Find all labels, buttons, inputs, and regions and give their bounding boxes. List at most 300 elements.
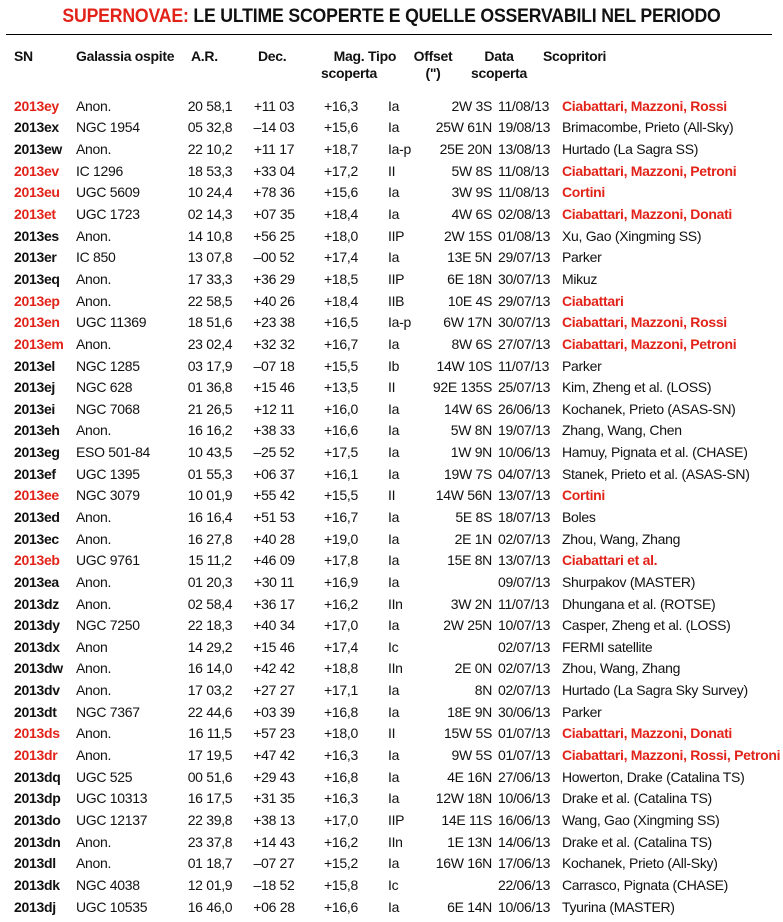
cell-data: 11/07/13 bbox=[498, 595, 550, 612]
cell-offset: 15E 8N bbox=[447, 552, 492, 569]
cell-offset: 5W 8N bbox=[450, 422, 492, 439]
cell-scopritori: Ciabattari, Mazzoni, Rossi, Petroni bbox=[562, 747, 781, 764]
cell-mag: +17,2 bbox=[324, 162, 358, 179]
cell-dec: +32 32 bbox=[253, 335, 295, 352]
header-data-line1: Data bbox=[484, 48, 514, 64]
cell-offset: 15W 5S bbox=[444, 725, 492, 742]
cell-ar: 23 02,4 bbox=[187, 335, 233, 352]
table-row bbox=[0, 679, 783, 701]
cell-tipo: Ia bbox=[388, 335, 400, 352]
cell-dec: –07 18 bbox=[253, 357, 295, 374]
cell-ar: 16 14,0 bbox=[187, 660, 233, 677]
cell-scopritori: Mikuz bbox=[562, 270, 598, 287]
cell-mag: +18,0 bbox=[324, 725, 358, 742]
table-row bbox=[0, 788, 783, 810]
cell-dec: +23 38 bbox=[253, 314, 295, 331]
cell-sn: 2013dn bbox=[14, 833, 61, 850]
cell-dec: +40 26 bbox=[253, 292, 295, 309]
cell-galassia: NGC 4038 bbox=[76, 876, 140, 893]
cell-dec: +12 11 bbox=[253, 400, 295, 417]
cell-data: 27/06/13 bbox=[498, 768, 551, 785]
cell-tipo: II bbox=[388, 379, 396, 396]
cell-sn: 2013eg bbox=[14, 444, 60, 461]
table-row bbox=[0, 506, 783, 528]
cell-galassia: NGC 7250 bbox=[76, 617, 140, 634]
cell-galassia: Anon. bbox=[76, 682, 112, 699]
cell-data: 01/08/13 bbox=[498, 227, 551, 244]
cell-sn: 2013dk bbox=[14, 876, 60, 893]
cell-data: 25/07/13 bbox=[498, 379, 551, 396]
header-mag-line1: Mag. bbox=[333, 48, 365, 64]
cell-ar: 05 32,8 bbox=[187, 119, 233, 136]
cell-offset: 6E 14N bbox=[447, 898, 492, 915]
cell-scopritori: Cortini bbox=[562, 487, 606, 504]
cell-tipo: Ia bbox=[388, 855, 400, 872]
cell-galassia: NGC 1285 bbox=[76, 357, 140, 374]
cell-offset: 25W 61N bbox=[435, 119, 492, 136]
cell-sn: 2013dv bbox=[14, 682, 60, 699]
cell-scopritori: Kochanek, Prieto (All-Sky) bbox=[562, 855, 718, 872]
cell-mag: +16,3 bbox=[324, 747, 358, 764]
cell-galassia: Anon. bbox=[76, 508, 112, 525]
cell-offset: 14E 11S bbox=[441, 811, 492, 828]
cell-galassia: UGC 1395 bbox=[76, 465, 140, 482]
cell-scopritori: Parker bbox=[562, 703, 602, 720]
cell-mag: +15,5 bbox=[324, 487, 358, 504]
cell-offset: 2W 25N bbox=[443, 617, 492, 634]
cell-tipo: Ia bbox=[388, 422, 400, 439]
cell-dec: +51 53 bbox=[253, 508, 295, 525]
cell-ar: 23 37,8 bbox=[187, 833, 233, 850]
cell-data: 10/06/13 bbox=[498, 790, 551, 807]
table-row bbox=[0, 117, 783, 139]
cell-scopritori: FERMI satellite bbox=[562, 638, 653, 655]
cell-ar: 18 53,3 bbox=[187, 162, 233, 179]
cell-offset: 16W 16N bbox=[435, 855, 492, 872]
cell-tipo: IIn bbox=[388, 660, 403, 677]
cell-data: 22/06/13 bbox=[498, 876, 551, 893]
table-row bbox=[0, 95, 783, 117]
cell-galassia: NGC 1954 bbox=[76, 119, 140, 136]
cell-galassia: NGC 7068 bbox=[76, 400, 140, 417]
cell-scopritori: Casper, Zheng et al. (LOSS) bbox=[562, 617, 731, 634]
cell-tipo: Ia bbox=[388, 508, 400, 525]
cell-offset: 4W 6S bbox=[451, 206, 492, 223]
cell-scopritori: Hamuy, Pignata et al. (CHASE) bbox=[562, 444, 748, 461]
cell-scopritori: Ciabattari, Mazzoni, Petroni bbox=[562, 162, 737, 179]
cell-sn: 2013ef bbox=[14, 465, 56, 482]
cell-data: 26/06/13 bbox=[498, 400, 551, 417]
cell-sn: 2013el bbox=[14, 357, 56, 374]
table-row bbox=[0, 355, 783, 377]
cell-tipo: Ia bbox=[388, 617, 400, 634]
cell-galassia: Anon. bbox=[76, 725, 112, 742]
table-row bbox=[0, 593, 783, 615]
cell-galassia: IC 1296 bbox=[76, 162, 123, 179]
cell-ar: 17 33,3 bbox=[187, 270, 233, 287]
cell-sn: 2013dj bbox=[14, 898, 56, 915]
cell-sn: 2013ec bbox=[14, 530, 59, 547]
cell-galassia: Anon. bbox=[76, 422, 112, 439]
table-row bbox=[0, 420, 783, 442]
cell-galassia: Anon. bbox=[76, 292, 112, 309]
cell-mag: +17,4 bbox=[324, 638, 358, 655]
cell-galassia: Anon. bbox=[76, 660, 112, 677]
cell-tipo: IIP bbox=[388, 811, 405, 828]
cell-offset: 14W 6S bbox=[444, 400, 492, 417]
title-text: LE ULTIME SCOPERTE E QUELLE OSSERVABILI NEL PERIODO bbox=[188, 6, 721, 27]
cell-offset: 13E 5N bbox=[447, 249, 492, 266]
cell-scopritori: Hurtado (La Sagra Sky Survey) bbox=[562, 682, 748, 699]
cell-tipo: Ia bbox=[388, 119, 400, 136]
cell-offset: 2E 1N bbox=[454, 530, 492, 547]
cell-ar: 16 46,0 bbox=[187, 898, 233, 915]
cell-dec: +78 36 bbox=[253, 184, 295, 201]
cell-galassia: Anon. bbox=[76, 573, 112, 590]
cell-galassia: Anon. bbox=[76, 270, 112, 287]
cell-galassia: UGC 12137 bbox=[76, 811, 148, 828]
cell-mag: +16,6 bbox=[324, 422, 358, 439]
cell-ar: 16 16,4 bbox=[187, 508, 233, 525]
cell-dec: –07 27 bbox=[253, 855, 295, 872]
cell-sn: 2013dz bbox=[14, 595, 59, 612]
cell-data: 19/08/13 bbox=[498, 119, 551, 136]
cell-galassia: Anon. bbox=[76, 747, 112, 764]
cell-galassia: Anon. bbox=[76, 227, 112, 244]
cell-tipo: Ia bbox=[388, 768, 400, 785]
cell-offset bbox=[422, 874, 498, 896]
cell-offset: 5E 8S bbox=[455, 508, 492, 525]
cell-mag: +16,5 bbox=[324, 314, 358, 331]
cell-sn: 2013dq bbox=[14, 768, 61, 785]
cell-scopritori: Ciabattari, Mazzoni, Donati bbox=[562, 206, 733, 223]
cell-galassia: Anon. bbox=[76, 595, 112, 612]
cell-offset: 6W 17N bbox=[443, 314, 492, 331]
cell-tipo: IIn bbox=[388, 595, 403, 612]
cell-ar: 14 29,2 bbox=[187, 638, 233, 655]
cell-mag: +16,2 bbox=[324, 833, 358, 850]
cell-ar: 22 18,3 bbox=[187, 617, 233, 634]
cell-scopritori: Boles bbox=[562, 508, 596, 525]
cell-sn: 2013eq bbox=[14, 270, 60, 287]
cell-tipo: Ia bbox=[388, 444, 400, 461]
table-row bbox=[0, 398, 783, 420]
cell-mag: +17,5 bbox=[324, 444, 358, 461]
cell-sn: 2013ev bbox=[14, 162, 59, 179]
cell-mag: +15,8 bbox=[324, 876, 358, 893]
cell-mag: +18,5 bbox=[324, 270, 358, 287]
cell-ar: 16 16,2 bbox=[187, 422, 233, 439]
cell-data: 02/07/13 bbox=[498, 660, 551, 677]
table-row bbox=[0, 896, 783, 918]
table-body bbox=[0, 95, 783, 917]
cell-ar: 16 11,5 bbox=[188, 725, 232, 742]
cell-galassia: UGC 9761 bbox=[76, 552, 140, 569]
cell-mag: +15,2 bbox=[324, 855, 358, 872]
cell-data: 11/08/13 bbox=[498, 162, 550, 179]
cell-scopritori: Carrasco, Pignata (CHASE) bbox=[562, 876, 729, 893]
cell-sn: 2013dr bbox=[14, 747, 58, 764]
cell-dec: +29 43 bbox=[253, 768, 295, 785]
cell-scopritori: Ciabattari, Mazzoni, Donati bbox=[562, 725, 733, 742]
cell-offset: 14W 10S bbox=[436, 357, 492, 374]
cell-galassia: IC 850 bbox=[76, 249, 116, 266]
cell-dec: +03 39 bbox=[253, 703, 295, 720]
table-row bbox=[0, 246, 783, 268]
title-rule bbox=[6, 34, 772, 35]
cell-offset: 1E 13N bbox=[447, 833, 492, 850]
cell-ar: 10 24,4 bbox=[187, 184, 233, 201]
page-title bbox=[27, 6, 755, 28]
cell-scopritori: Cortini bbox=[562, 184, 606, 201]
table-row bbox=[0, 549, 783, 571]
cell-tipo: Ia bbox=[388, 703, 400, 720]
cell-ar: 10 43,5 bbox=[187, 444, 233, 461]
cell-mag: +18,4 bbox=[324, 292, 358, 309]
cell-scopritori: Ciabattari et al. bbox=[562, 552, 658, 569]
cell-data: 11/08/13 bbox=[498, 184, 550, 201]
cell-data: 02/07/13 bbox=[498, 682, 551, 699]
cell-scopritori: Tyurina (MASTER) bbox=[562, 898, 675, 915]
cell-offset: 10E 4S bbox=[447, 292, 492, 309]
header-data bbox=[468, 48, 530, 82]
table-row bbox=[0, 268, 783, 290]
header-data-line2: scoperta bbox=[471, 65, 527, 81]
cell-ar: 00 51,6 bbox=[187, 768, 233, 785]
table-row bbox=[0, 485, 783, 507]
cell-offset: 8N bbox=[474, 682, 492, 699]
cell-sn: 2013eu bbox=[14, 184, 60, 201]
cell-tipo: Ib bbox=[388, 357, 400, 374]
table-row bbox=[0, 571, 783, 593]
table-row bbox=[0, 441, 783, 463]
cell-scopritori: Parker bbox=[562, 249, 602, 266]
cell-galassia: UGC 10535 bbox=[76, 898, 148, 915]
cell-tipo: Ic bbox=[388, 638, 399, 655]
cell-ar: 20 58,1 bbox=[187, 97, 233, 114]
cell-offset: 25E 20N bbox=[439, 141, 492, 158]
cell-scopritori: Drake et al. (Catalina TS) bbox=[562, 790, 712, 807]
cell-dec: +11 03 bbox=[253, 97, 295, 114]
cell-scopritori: Drake et al. (Catalina TS) bbox=[562, 833, 712, 850]
cell-sn: 2013er bbox=[14, 249, 57, 266]
cell-ar: 10 01,9 bbox=[187, 487, 233, 504]
cell-tipo: II bbox=[388, 725, 396, 742]
cell-galassia: Anon. bbox=[76, 530, 112, 547]
header-galassia: Galassia ospite bbox=[76, 48, 175, 64]
cell-mag: +16,2 bbox=[324, 595, 358, 612]
cell-mag: +16,8 bbox=[324, 703, 358, 720]
cell-sn: 2013ey bbox=[14, 97, 59, 114]
cell-scopritori: Dhungana et al. (ROTSE) bbox=[562, 595, 716, 612]
cell-dec: +31 35 bbox=[253, 790, 295, 807]
cell-mag: +16,7 bbox=[324, 508, 358, 525]
cell-ar: 02 58,4 bbox=[187, 595, 233, 612]
cell-dec: +14 43 bbox=[253, 833, 295, 850]
cell-data: 29/07/13 bbox=[498, 292, 551, 309]
cell-offset: 5W 8S bbox=[451, 162, 492, 179]
cell-galassia: UGC 525 bbox=[76, 768, 133, 785]
cell-ar: 22 44,6 bbox=[187, 703, 233, 720]
supernovae-table bbox=[0, 95, 783, 917]
cell-mag: +13,5 bbox=[324, 379, 358, 396]
cell-data: 04/07/13 bbox=[498, 465, 551, 482]
cell-scopritori: Zhang, Wang, Chen bbox=[562, 422, 682, 439]
cell-sn: 2013en bbox=[14, 314, 60, 331]
cell-mag: +17,1 bbox=[324, 682, 358, 699]
table-row bbox=[0, 831, 783, 853]
cell-dec: –18 52 bbox=[253, 876, 295, 893]
cell-scopritori: Zhou, Wang, Zhang bbox=[562, 530, 681, 547]
table-row bbox=[0, 701, 783, 723]
table-row bbox=[0, 463, 783, 485]
cell-dec: +36 17 bbox=[253, 595, 295, 612]
cell-sn: 2013dy bbox=[14, 617, 60, 634]
cell-ar: 12 01,9 bbox=[187, 876, 233, 893]
title-highlight: SUPERNOVAE: bbox=[62, 6, 189, 27]
header-offset-line2: (") bbox=[425, 65, 441, 81]
cell-galassia: ESO 501-84 bbox=[76, 444, 151, 461]
cell-sn: 2013ej bbox=[14, 379, 56, 396]
cell-mag: +16,7 bbox=[324, 335, 358, 352]
table-row bbox=[0, 852, 783, 874]
cell-dec: –14 03 bbox=[253, 119, 295, 136]
header-offset-line1: Offset bbox=[413, 48, 453, 64]
cell-data: 01/07/13 bbox=[498, 725, 551, 742]
cell-ar: 01 55,3 bbox=[187, 465, 233, 482]
cell-tipo: Ia bbox=[388, 790, 400, 807]
cell-tipo: Ia bbox=[388, 465, 400, 482]
cell-data: 16/06/13 bbox=[498, 811, 551, 828]
header-offset bbox=[407, 48, 459, 82]
cell-scopritori: Parker bbox=[562, 357, 602, 374]
cell-galassia: UGC 5609 bbox=[76, 184, 140, 201]
cell-sn: 2013ex bbox=[14, 119, 59, 136]
cell-tipo: Ia bbox=[388, 552, 400, 569]
cell-mag: +16,3 bbox=[324, 97, 358, 114]
cell-sn: 2013em bbox=[14, 335, 64, 352]
cell-tipo: Ia bbox=[388, 747, 400, 764]
cell-data: 19/07/13 bbox=[498, 422, 551, 439]
table-row bbox=[0, 744, 783, 766]
cell-mag: +15,5 bbox=[324, 357, 358, 374]
cell-mag: +15,6 bbox=[324, 119, 358, 136]
cell-tipo: Ia bbox=[388, 97, 400, 114]
cell-ar: 13 07,8 bbox=[187, 249, 233, 266]
cell-ar: 22 39,8 bbox=[187, 811, 233, 828]
cell-scopritori: Brimacombe, Prieto (All-Sky) bbox=[562, 119, 734, 136]
table-row bbox=[0, 376, 783, 398]
cell-ar: 21 26,5 bbox=[187, 400, 233, 417]
cell-tipo: Ia bbox=[388, 249, 400, 266]
cell-galassia: Anon. bbox=[76, 833, 112, 850]
cell-offset: 2E 0N bbox=[454, 660, 492, 677]
table-row bbox=[0, 658, 783, 680]
cell-galassia: NGC 7367 bbox=[76, 703, 140, 720]
cell-sn: 2013ed bbox=[14, 508, 60, 525]
cell-ar: 01 20,3 bbox=[187, 573, 233, 590]
cell-dec: +47 42 bbox=[253, 747, 295, 764]
cell-tipo: Ia-p bbox=[388, 314, 411, 331]
cell-ar: 22 58,5 bbox=[187, 292, 233, 309]
table-row bbox=[0, 333, 783, 355]
cell-dec: +40 28 bbox=[253, 530, 295, 547]
cell-offset: 9W 5S bbox=[451, 747, 492, 764]
cell-dec: +07 35 bbox=[253, 206, 295, 223]
cell-tipo: Ia bbox=[388, 573, 400, 590]
table-row bbox=[0, 225, 783, 247]
cell-data: 27/07/13 bbox=[498, 335, 551, 352]
cell-scopritori: Zhou, Wang, Zhang bbox=[562, 660, 681, 677]
cell-scopritori: Shurpakov (MASTER) bbox=[562, 573, 696, 590]
table-row bbox=[0, 203, 783, 225]
cell-ar: 16 27,8 bbox=[187, 530, 233, 547]
cell-tipo: Ia bbox=[388, 682, 400, 699]
cell-data: 11/07/13 bbox=[498, 357, 550, 374]
cell-mag: +18,8 bbox=[324, 660, 358, 677]
cell-ar: 17 03,2 bbox=[187, 682, 233, 699]
cell-ar: 15 11,2 bbox=[188, 552, 232, 569]
cell-data: 01/07/13 bbox=[498, 747, 551, 764]
cell-dec: +33 04 bbox=[253, 162, 295, 179]
table-row bbox=[0, 809, 783, 831]
cell-dec: +40 34 bbox=[253, 617, 295, 634]
cell-data: 13/07/13 bbox=[498, 487, 551, 504]
cell-tipo: IIn bbox=[388, 833, 403, 850]
cell-scopritori: Wang, Gao (Xingming SS) bbox=[562, 811, 720, 828]
cell-dec: +11 17 bbox=[253, 141, 295, 158]
cell-mag: +19,0 bbox=[324, 530, 358, 547]
cell-offset: 18E 9N bbox=[447, 703, 492, 720]
cell-mag: +16,0 bbox=[324, 400, 358, 417]
cell-tipo: Ia bbox=[388, 400, 400, 417]
cell-data: 30/06/13 bbox=[498, 703, 551, 720]
cell-sn: 2013es bbox=[14, 227, 59, 244]
cell-tipo: Ia bbox=[388, 184, 400, 201]
cell-mag: +18,4 bbox=[324, 206, 358, 223]
cell-tipo: IIB bbox=[388, 292, 405, 309]
cell-dec: +30 11 bbox=[253, 573, 295, 590]
cell-offset bbox=[422, 571, 498, 593]
cell-galassia: Anon. bbox=[76, 141, 112, 158]
cell-mag: +15,6 bbox=[324, 184, 358, 201]
table-row bbox=[0, 160, 783, 182]
cell-data: 09/07/13 bbox=[498, 573, 551, 590]
cell-scopritori: Ciabattari, Mazzoni, Rossi bbox=[562, 314, 727, 331]
cell-tipo: Ia bbox=[388, 898, 400, 915]
header-mag-line2: scoperta bbox=[321, 65, 377, 81]
cell-scopritori: Kochanek, Prieto (ASAS-SN) bbox=[562, 400, 736, 417]
cell-offset: 92E 135S bbox=[432, 379, 492, 396]
cell-mag: +17,4 bbox=[324, 249, 358, 266]
header-dec: Dec. bbox=[258, 48, 287, 64]
cell-offset: 4E 16N bbox=[447, 768, 492, 785]
cell-galassia: Anon. bbox=[76, 855, 112, 872]
table-row bbox=[0, 874, 783, 896]
cell-offset: 8W 6S bbox=[451, 335, 492, 352]
cell-ar: 01 36,8 bbox=[187, 379, 233, 396]
cell-data: 30/07/13 bbox=[498, 314, 551, 331]
cell-data: 10/06/13 bbox=[498, 898, 551, 915]
cell-dec: +38 13 bbox=[253, 811, 295, 828]
header-scopritori: Scopritori bbox=[543, 48, 607, 64]
cell-mag: +16,6 bbox=[324, 898, 358, 915]
cell-data: 10/07/13 bbox=[498, 617, 551, 634]
cell-galassia: UGC 11369 bbox=[76, 314, 147, 331]
cell-dec: +15 46 bbox=[253, 379, 295, 396]
cell-mag: +16,3 bbox=[324, 790, 358, 807]
cell-dec: +57 23 bbox=[253, 725, 295, 742]
